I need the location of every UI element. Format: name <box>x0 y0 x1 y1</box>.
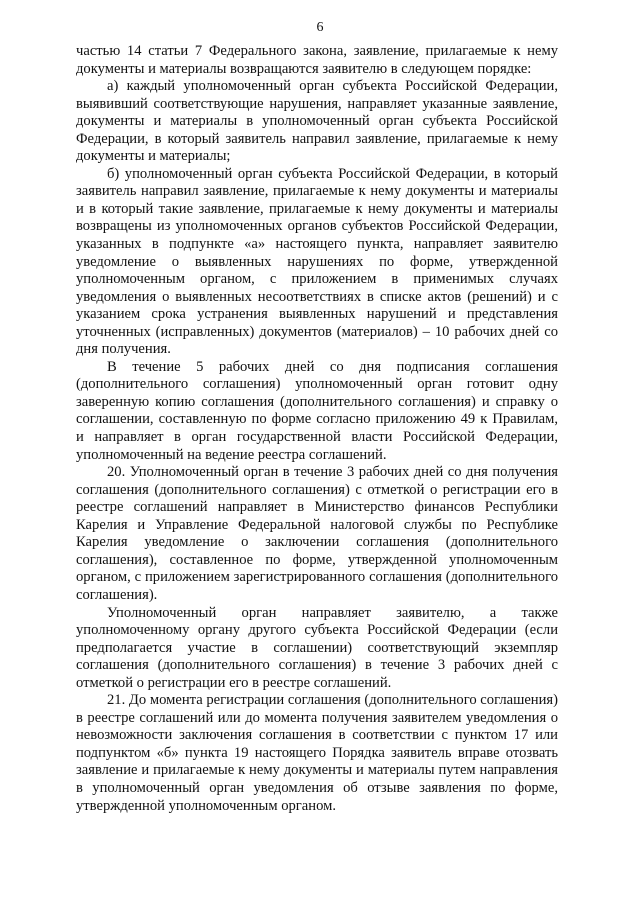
page-number: 6 <box>316 20 324 35</box>
paragraph-subitem-a: а) каждый уполномоченный орган субъекта Российской Федерации, выявивший соответствующие нарушения, направляет указанные заявление, документы и материалы в уполномоченный орган субъекта Российской Федерации, в который заявитель направил заявление, прилагаемые к нему документы и материалы; <box>76 78 558 165</box>
paragraph-subitem-b: б) уполномоченный орган субъекта Российской Федерации, в который заявитель направил заявление, прилагаемые к нему документы и материалы и в который такие заявление, прилагаемые к нему документы и материалы возвращены из уполномоченных органов субъектов Российской Федерации, указанных в подпункте «а» настоящего пункта, направляет заявителю уведомление о выявленных нарушениях по форме, утвержденной уполномоченным органом, с приложением в применимых случаях уведомления о выявленных несоответствиях в списке актов (решений) и с указанием срока устранения выявленных нарушений и представления уточненных (исправленных) документов (материалов) – 10 рабочих дней со дня получения. <box>76 165 558 358</box>
paragraph-clause-20: 20. Уполномоченный орган в течение 3 рабочих дней со дня получения соглашения (дополнительного соглашения) с отметкой о регистрации его в реестре соглашений направляет в Министерство финансов Республики Карелия и Управление Федеральной налоговой службы по Республике Карелия уведомление о заключении соглашения (дополнительного соглашения), составленное по форме, утвержденной уполномоченным органом, с приложением зарегистрированного соглашения (дополнительного соглашения). <box>76 464 558 603</box>
paragraph-intro-continuation: частью 14 статьи 7 Федерального закона, заявление, прилагаемые к нему документы и материалы возвращаются заявителю в следующем порядке: <box>76 43 558 77</box>
document-body <box>76 43 558 815</box>
paragraph-signing-deadline: В течение 5 рабочих дней со дня подписания соглашения (дополнительного соглашения) уполномоченный орган готовит одну заверенную копию соглашения (дополнительного соглашения) и справку о соглашении, составленную по форме согласно приложению 49 к Правилам, и направляет в орган государственной власти Российской Федерации, уполномоченный на ведение реестра соглашений. <box>76 358 558 463</box>
paragraph-clause-21: 21. До момента регистрации соглашения (дополнительного соглашения) в реестре соглашений или до момента получения заявителем уведомления о невозможности заключения соглашения в соответствии с пунктом 17 или подпунктом «б» пункта 19 настоящего Порядка заявитель вправе отозвать заявление и прилагаемые к нему документы и материалы путем направления в уполномоченный орган уведомления об отзыве заявления по форме, утвержденной уполномоченным органом. <box>76 692 558 814</box>
paragraph-clause-20-continuation: Уполномоченный орган направляет заявителю, а также уполномоченному органу другого субъекта Российской Федерации (если предполагается участие в соглашении) соответствующий экземпляр соглашения (дополнительного соглашения) в течение 3 рабочих дней с отметкой о регистрации его в реестре соглашений. <box>76 604 558 691</box>
